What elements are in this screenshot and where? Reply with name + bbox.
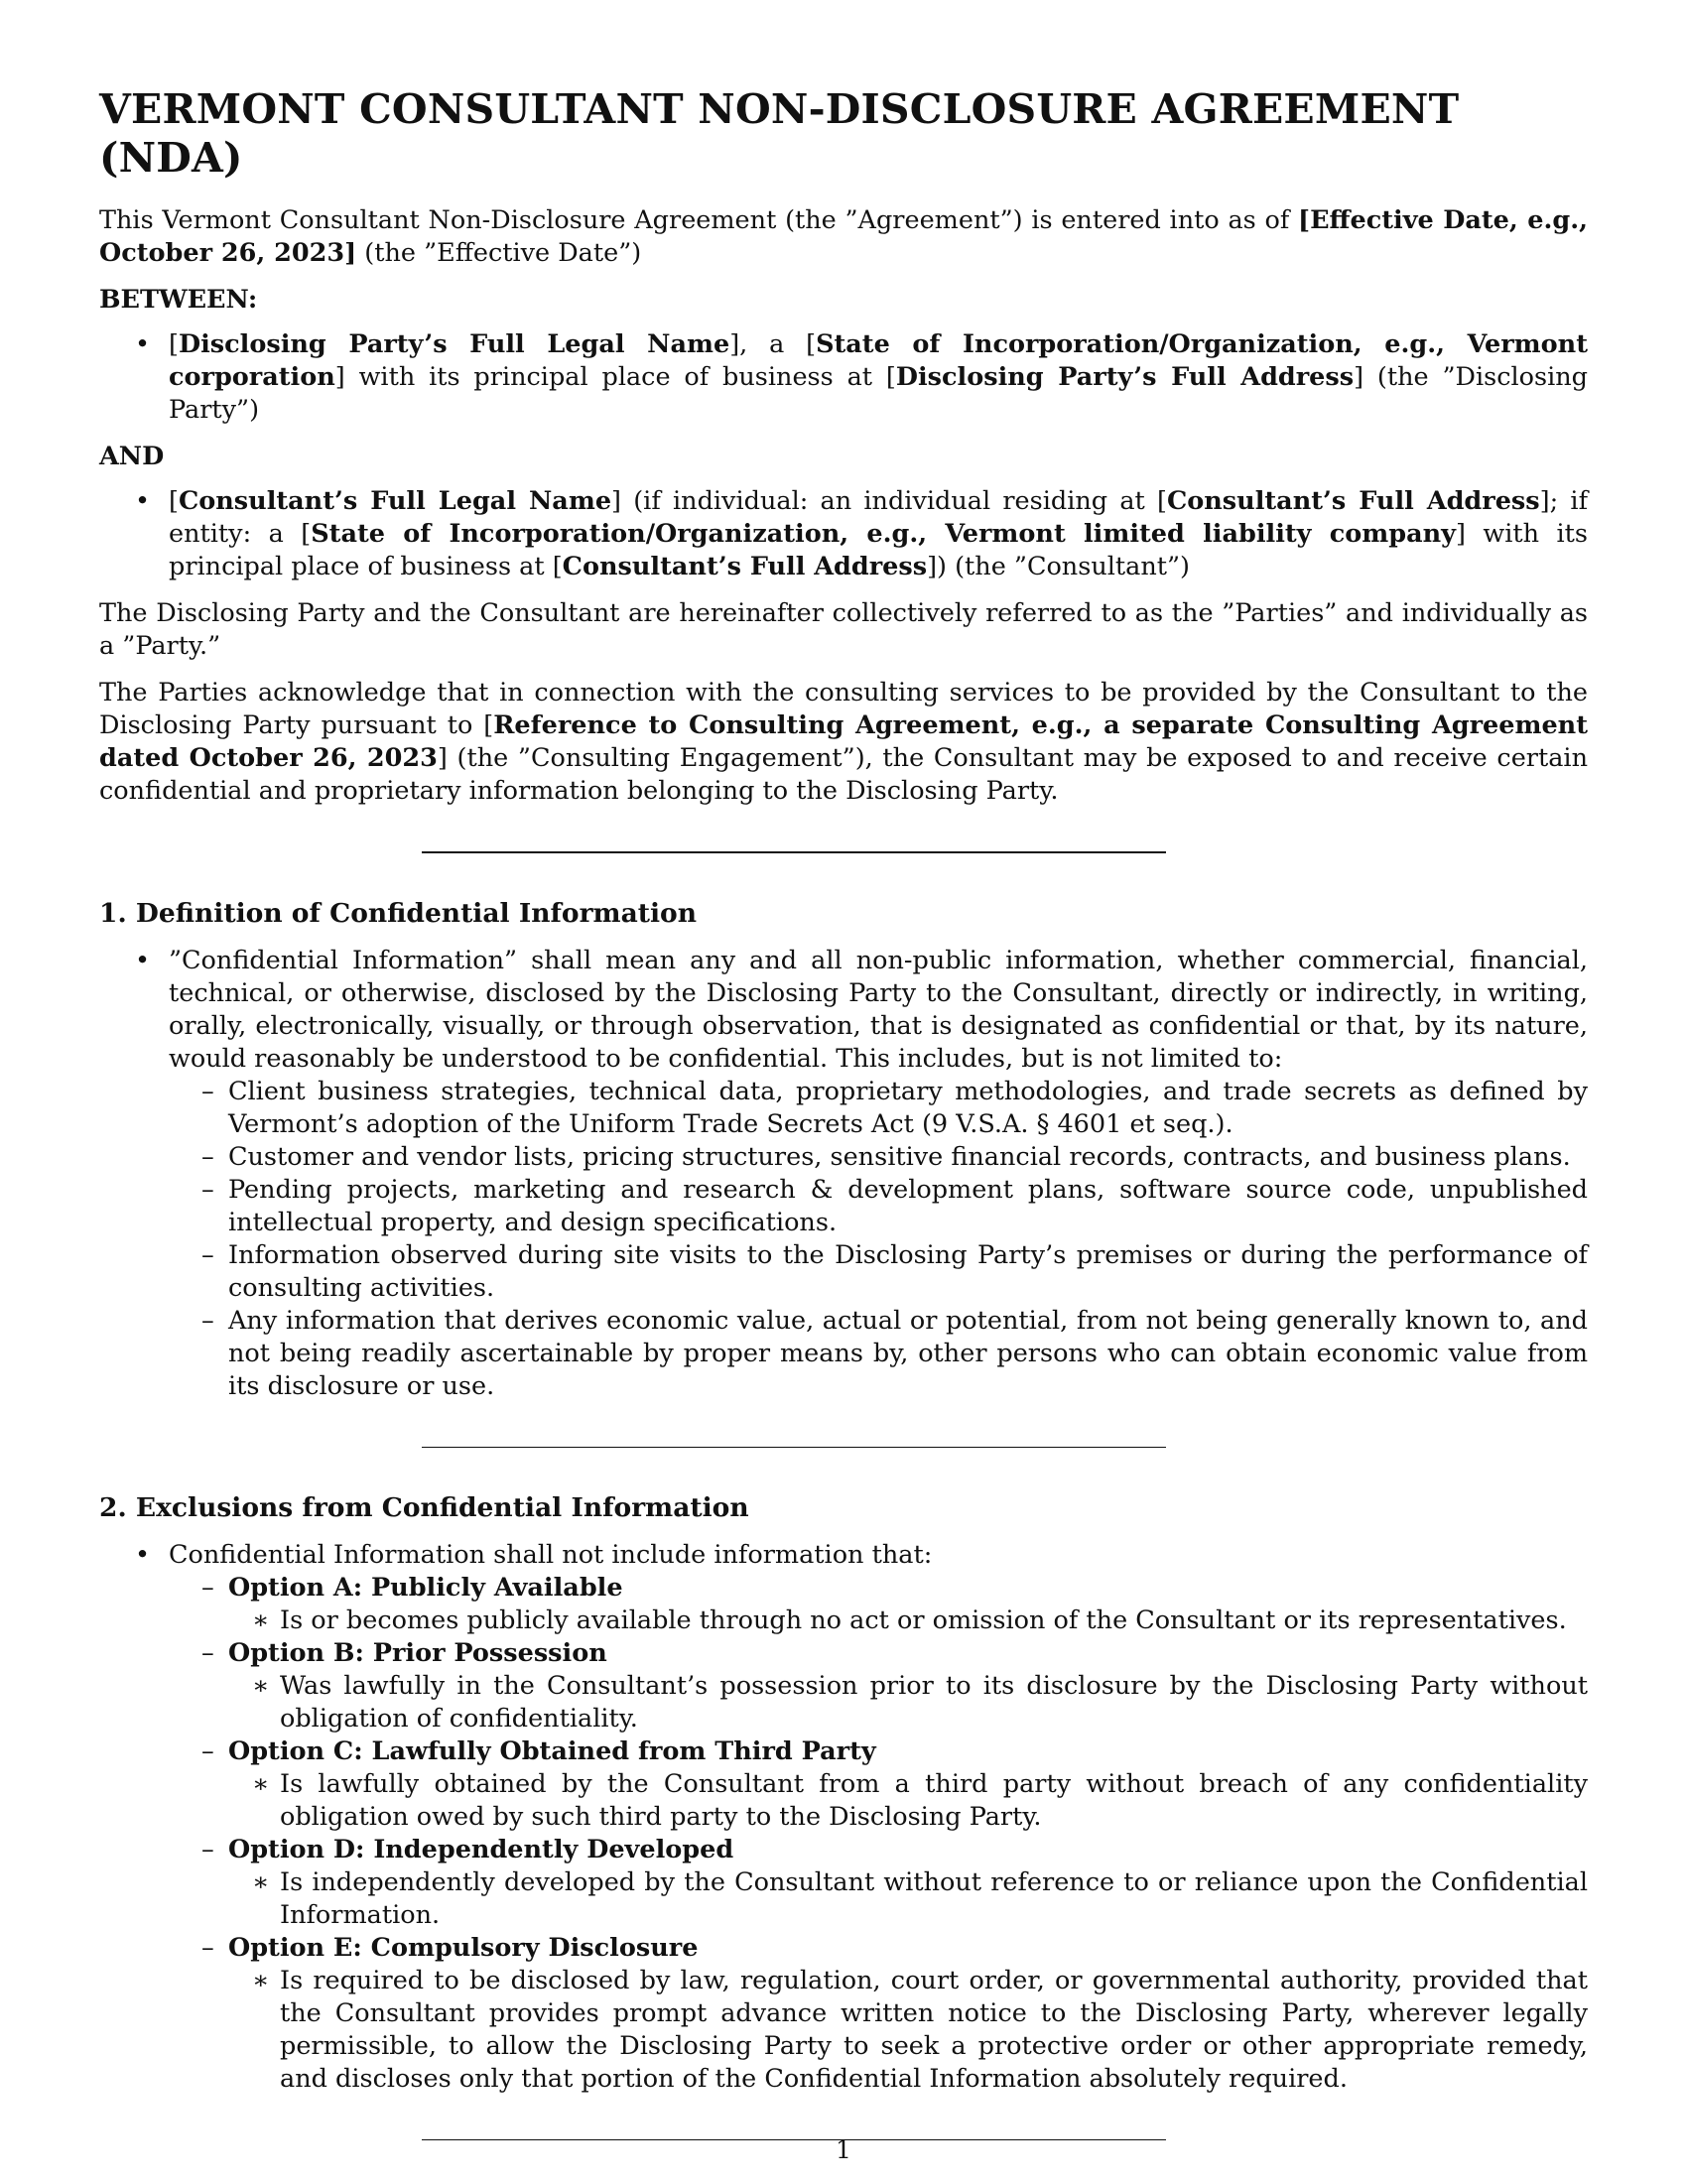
intro-text-end: (the ”Effective Date”): [356, 238, 642, 269]
list-item: [228, 1605, 1588, 1637]
disclosing-party-address-placeholder: Disclosing Party’s Full Address: [895, 362, 1355, 393]
document-page: [99, 85, 1588, 2184]
dash-marker: –: [201, 1077, 214, 1107]
consultant-address-placeholder: Consultant’s Full Address: [1166, 486, 1540, 517]
text-fragment: ] (if individual: an individual residing at [: [611, 486, 1167, 517]
option-detail-list: [228, 1605, 1588, 1637]
text-fragment: The Parties acknowledge that in connection with the consulting services to be provided by the Consultant to the Disclosing Party pursuant to [: [99, 678, 1588, 741]
option-title: Option E: Compulsory Disclosure: [228, 1933, 699, 1964]
list-item: [99, 945, 1588, 1403]
party2-item: [99, 485, 1588, 583]
text-fragment: ] (the ”Consulting Engagement”), the Consultant may be exposed to and receive certain confidential and proprietary information belonging to the Disclosing Party.: [99, 743, 1588, 807]
list-item: [169, 1141, 1588, 1174]
option-text: Is or becomes publicly available through no act or omission of the Consultant or its representatives.: [280, 1606, 1567, 1636]
option-item: [169, 1834, 1588, 1932]
section-1-list: [99, 945, 1588, 1403]
dash-marker: –: [201, 1175, 214, 1206]
intro-paragraph: [99, 204, 1588, 270]
list-item: [169, 1076, 1588, 1141]
horizontal-divider: [422, 1447, 1166, 1448]
star-marker: ∗: [252, 1671, 270, 1702]
option-detail-list: [228, 1965, 1588, 2096]
section-1-heading: 1. Definition of Confidential Information: [99, 898, 697, 930]
list-item: [169, 1305, 1588, 1403]
list-item-text: Information observed during site visits to the Disclosing Party’s premises or during the performance of consulting activities.: [228, 1240, 1588, 1304]
text-fragment: [: [169, 486, 179, 517]
horizontal-divider: [422, 851, 1166, 853]
consultant-name-placeholder: Consultant’s Full Legal Name: [178, 486, 612, 517]
dash-marker: –: [201, 1736, 214, 1767]
consultant-address-placeholder-2: Consultant’s Full Address: [562, 552, 928, 582]
list-item: [99, 1539, 1588, 2096]
option-detail-list: [228, 1768, 1588, 1834]
list-item: [169, 1239, 1588, 1305]
dash-marker: –: [201, 1638, 214, 1669]
section-2-list: [99, 1539, 1588, 2096]
option-detail-list: [228, 1670, 1588, 1735]
effective-date-placeholder: [Effective Date, e.g., October 26, 2023]: [99, 205, 1588, 269]
bullet-marker: •: [135, 329, 151, 360]
option-title: Option C: Lawfully Obtained from Third Party: [228, 1736, 876, 1767]
option-text: Is lawfully obtained by the Consultant from a third party without breach of any confidentiality obligation owed by such third party to the Disclosing Party.: [280, 1769, 1588, 1833]
consultant-state-placeholder: State of Incorporation/Organization, e.g., Vermont limited liability company: [311, 519, 1456, 550]
option-item: [169, 1932, 1588, 2096]
state-of-incorporation-placeholder: State of Incorporation/Organization, e.g., Vermont corporation: [169, 329, 1588, 393]
list-item: [228, 1965, 1588, 2096]
option-text: Was lawfully in the Consultant’s possession prior to its disclosure by the Disclosing Party without obligation of confidentiality.: [280, 1671, 1588, 1734]
dash-marker: –: [201, 1835, 214, 1865]
option-item: [169, 1637, 1588, 1735]
text-fragment: ]) (the ”Consultant”): [927, 552, 1191, 582]
text-fragment: ] with its principal place of business at [: [334, 362, 896, 393]
text-fragment: ], a [: [729, 329, 817, 360]
party2-list: [99, 485, 1588, 583]
list-item-text: Any information that derives economic value, actual or potential, from not being generally known to, and not being readily ascertainable by proper means by, other persons who can obtain economic value from its disclosure or use.: [228, 1306, 1588, 1402]
definition-text: ”Confidential Information” shall mean any and all non-public information, whether commercial, financial, technical, or otherwise, disclosed by the Disclosing Party to the Consultant, directly or indirectly, in writing, orally, electronically, visually, or through observation, that is designated as confidential or that, by its nature, would reasonably be understood to be confidential. This includes, but is not limited to:: [169, 946, 1588, 1075]
option-title: Option B: Prior Possession: [228, 1638, 607, 1669]
exclusions-text: Confidential Information shall not include information that:: [169, 1540, 933, 1571]
list-item: [169, 1174, 1588, 1239]
page-number: 1: [836, 2135, 851, 2164]
text-fragment: [: [169, 329, 179, 360]
disclosing-party-name-placeholder: Disclosing Party’s Full Legal Name: [178, 329, 730, 360]
bullet-marker: •: [135, 946, 151, 976]
dash-marker: –: [201, 1240, 214, 1271]
text-fragment: ] (the ”Disclosing Party”): [169, 362, 1588, 426]
option-detail-list: [228, 1866, 1588, 1932]
list-item-text: Client business strategies, technical data, proprietary methodologies, and trade secrets as defined by Vermont’s adoption of the Uniform Trade Secrets Act (9 V.S.A. § 4601 et seq.).: [228, 1077, 1588, 1140]
party1-list: [99, 328, 1588, 427]
option-item: [169, 1735, 1588, 1834]
consulting-agreement-placeholder: Reference to Consulting Agreement, e.g., a separate Consulting Agreement dated October 26, 2023: [99, 710, 1588, 774]
star-marker: ∗: [252, 1606, 270, 1636]
between-label: BETWEEN:: [99, 285, 258, 316]
dash-marker: –: [201, 1142, 214, 1173]
parties-paragraph: The Disclosing Party and the Consultant are hereinafter collectively referred to as the ”Parties” and individually as a ”Party.”: [99, 598, 1588, 662]
list-item: [228, 1768, 1588, 1834]
option-item: [169, 1572, 1588, 1637]
list-item: [228, 1866, 1588, 1932]
dash-marker: –: [201, 1573, 214, 1604]
bullet-marker: •: [135, 1540, 151, 1571]
intro-text: This Vermont Consultant Non-Disclosure Agreement (the ”Agreement”) is entered into as of: [99, 205, 1299, 236]
dash-marker: –: [201, 1306, 214, 1337]
option-text: Is required to be disclosed by law, regulation, court order, or governmental authority, provided that the Consultant provides prompt advance written notice to the Disclosing Party, wherever legally permissible, to allow the Disclosing Party to seek a protective order or other appropriate remedy, and discloses only that portion of the Confidential Information absolutely required.: [280, 1966, 1588, 2095]
party1-item: [99, 328, 1588, 427]
option-title: Option A: Publicly Available: [228, 1573, 623, 1604]
option-text: Is independently developed by the Consultant without reference to or reliance upon the Confidential Information.: [280, 1867, 1588, 1931]
list-item-text: Pending projects, marketing and research & development plans, software source code, unpublished intellectual property, and design specifications.: [228, 1175, 1588, 1238]
acknowledge-paragraph: [99, 677, 1588, 808]
list-item-text: Customer and vendor lists, pricing structures, sensitive financial records, contracts, and business plans.: [228, 1142, 1571, 1173]
star-marker: ∗: [252, 1966, 270, 1996]
star-marker: ∗: [252, 1769, 270, 1800]
section-2-heading: 2. Exclusions from Confidential Information: [99, 1492, 749, 1524]
and-label: AND: [99, 442, 165, 472]
star-marker: ∗: [252, 1867, 270, 1898]
document-title: VERMONT CONSULTANT NON-DISCLOSURE AGREEMENT (NDA): [99, 85, 1460, 183]
text-fragment: ]; if entity: a [: [169, 486, 1589, 550]
options-list: [169, 1572, 1588, 2096]
text-fragment: ] with its principal place of business at [: [169, 519, 1588, 582]
definition-sublist: [169, 1076, 1588, 1403]
option-title: Option D: Independently Developed: [228, 1835, 734, 1865]
dash-marker: –: [201, 1933, 214, 1964]
bullet-marker: •: [135, 486, 151, 517]
list-item: [228, 1670, 1588, 1735]
